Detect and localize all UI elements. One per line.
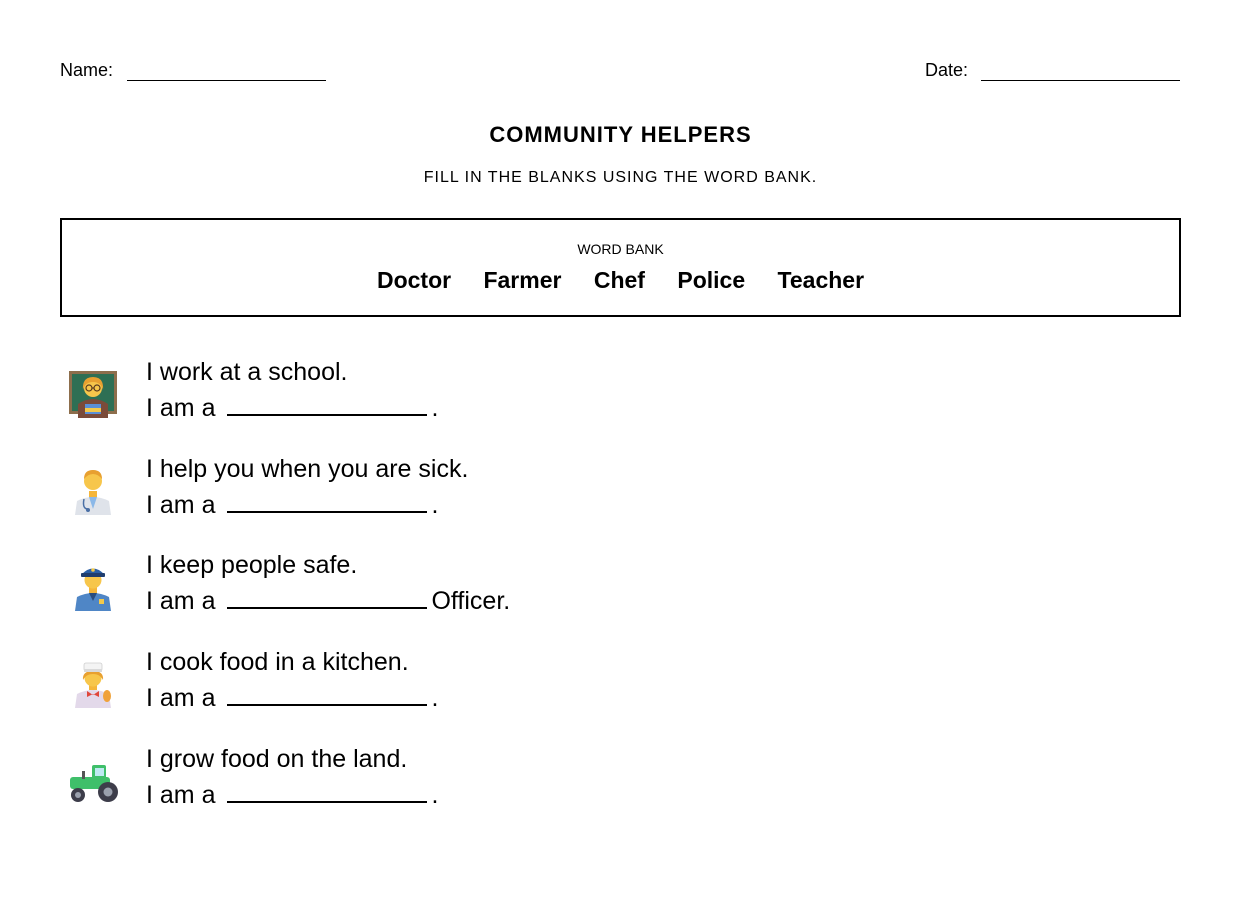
sentence-suffix: .	[431, 781, 439, 809]
teacher-icon	[68, 368, 118, 418]
word-bank-words	[62, 267, 1179, 294]
page-title: COMMUNITY HELPERS	[489, 122, 752, 147]
date-field[interactable]	[981, 80, 1180, 81]
sentence-suffix: .	[431, 394, 439, 422]
answer-sentence	[146, 587, 510, 616]
question-item	[60, 358, 760, 438]
answer-sentence	[146, 491, 438, 520]
word-bank	[60, 218, 1181, 317]
clue-text: I cook food in a kitchen.	[146, 648, 409, 676]
police-officer-icon	[68, 561, 118, 611]
sentence-suffix: .	[431, 491, 439, 519]
clue-text: I grow food on the land.	[146, 745, 408, 773]
answer-sentence	[146, 781, 438, 810]
clue-text: I keep people safe.	[146, 551, 358, 579]
word-bank-label: WORD BANK	[577, 241, 664, 257]
question-item	[60, 745, 760, 825]
sentence-prefix: I am a	[146, 781, 216, 809]
answer-blank[interactable]	[227, 801, 427, 803]
sentence-prefix: I am a	[146, 394, 216, 422]
question-item	[60, 551, 760, 631]
question-item	[60, 648, 760, 728]
word-bank-word: Doctor	[376, 267, 452, 293]
sentence-suffix: Officer.	[431, 587, 511, 615]
name-label: Name:	[60, 60, 114, 80]
answer-blank[interactable]	[227, 511, 427, 513]
word-bank-word: Chef	[593, 267, 645, 293]
tractor-icon	[68, 755, 118, 805]
word-bank-word: Teacher	[777, 267, 865, 293]
instructions: FILL IN THE BLANKS USING THE WORD BANK.	[423, 169, 818, 186]
question-item	[60, 455, 760, 535]
sentence-prefix: I am a	[146, 587, 216, 615]
word-bank-word: Police	[677, 267, 746, 293]
sentence-prefix: I am a	[146, 684, 216, 712]
doctor-icon	[68, 465, 118, 515]
date-label: Date:	[925, 60, 969, 80]
answer-blank[interactable]	[227, 607, 427, 609]
name-field[interactable]	[127, 80, 326, 81]
answer-sentence	[146, 394, 438, 423]
word-bank-word: Farmer	[483, 267, 562, 293]
answer-sentence	[146, 684, 438, 713]
answer-blank[interactable]	[227, 704, 427, 706]
sentence-prefix: I am a	[146, 491, 216, 519]
clue-text: I work at a school.	[146, 358, 348, 386]
chef-icon	[68, 658, 118, 708]
answer-blank[interactable]	[227, 414, 427, 416]
clue-text: I help you when you are sick.	[146, 455, 469, 483]
sentence-suffix: .	[431, 684, 439, 712]
